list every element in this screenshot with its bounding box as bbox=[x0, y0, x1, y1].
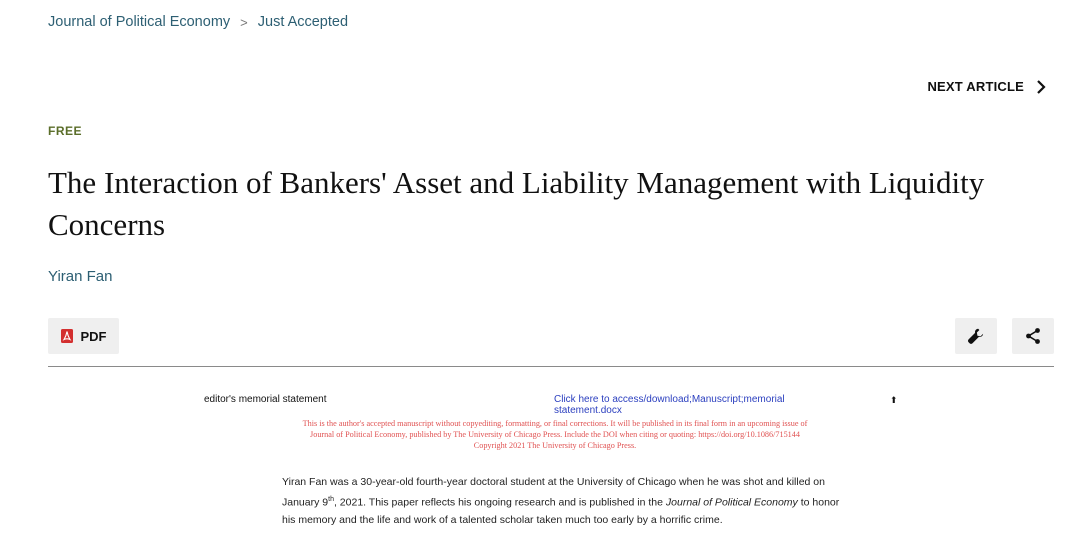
pdf-icon bbox=[61, 329, 73, 343]
notice-line-1: This is the author's accepted manuscript without copyediting, formatting, or final corrections. It will be published in its final form in an upcoming issue of bbox=[302, 419, 808, 428]
breadcrumb-journal-link[interactable]: Journal of Political Economy bbox=[48, 14, 231, 30]
pdf-button-label: PDF bbox=[80, 328, 107, 344]
breadcrumb-section-link[interactable]: Just Accepted bbox=[257, 14, 349, 30]
next-article-label: NEXT ARTICLE bbox=[927, 79, 1024, 94]
upload-arrow-icon: ⬆ bbox=[890, 395, 898, 405]
breadcrumb bbox=[48, 14, 348, 30]
manuscript-notice bbox=[230, 418, 880, 451]
memorial-text-3: to honor his memory and the life and work of a talented scholar taken much too early by a horrific crime. bbox=[282, 496, 840, 526]
share-button[interactable] bbox=[1012, 318, 1054, 354]
wrench-icon bbox=[967, 327, 985, 345]
author-link[interactable]: Yiran Fan bbox=[48, 268, 113, 285]
article-title: The Interaction of Bankers' Asset and Liability Management with Liquidity Concerns bbox=[48, 165, 985, 242]
share-icon bbox=[1024, 327, 1042, 345]
manuscript-preview bbox=[0, 367, 1080, 557]
free-access-badge: FREE bbox=[48, 124, 83, 138]
manuscript-label: editor's memorial statement bbox=[204, 394, 327, 405]
notice-line-2: Journal of Political Economy, published by The University of Chicago Press. Include the DOI when citing or quoting: https://doi.org/10.1086/715144 bbox=[310, 430, 800, 439]
memorial-superscript: th bbox=[328, 496, 334, 503]
next-article-link[interactable] bbox=[927, 79, 1046, 94]
notice-line-3: Copyright 2021 The University of Chicago Press. bbox=[473, 441, 637, 450]
breadcrumb-separator: > bbox=[240, 14, 248, 30]
tools-button[interactable] bbox=[955, 318, 997, 354]
chevron-right-icon bbox=[1036, 80, 1046, 94]
manuscript-download-link[interactable]: Click here to access/download;Manuscript;memorial statement.docx bbox=[554, 394, 785, 416]
pdf-download-button[interactable] bbox=[48, 318, 119, 354]
memorial-text-2: , 2021. This paper reflects his ongoing research and is published in the bbox=[333, 496, 666, 509]
memorial-statement bbox=[282, 474, 842, 529]
memorial-journal-name: Journal of Political Economy bbox=[665, 496, 798, 509]
memorial-text-1: Yiran Fan was a 30-year-old fourth-year doctoral student at the University of Chicago when he was shot and killed on January 9 bbox=[282, 476, 825, 509]
